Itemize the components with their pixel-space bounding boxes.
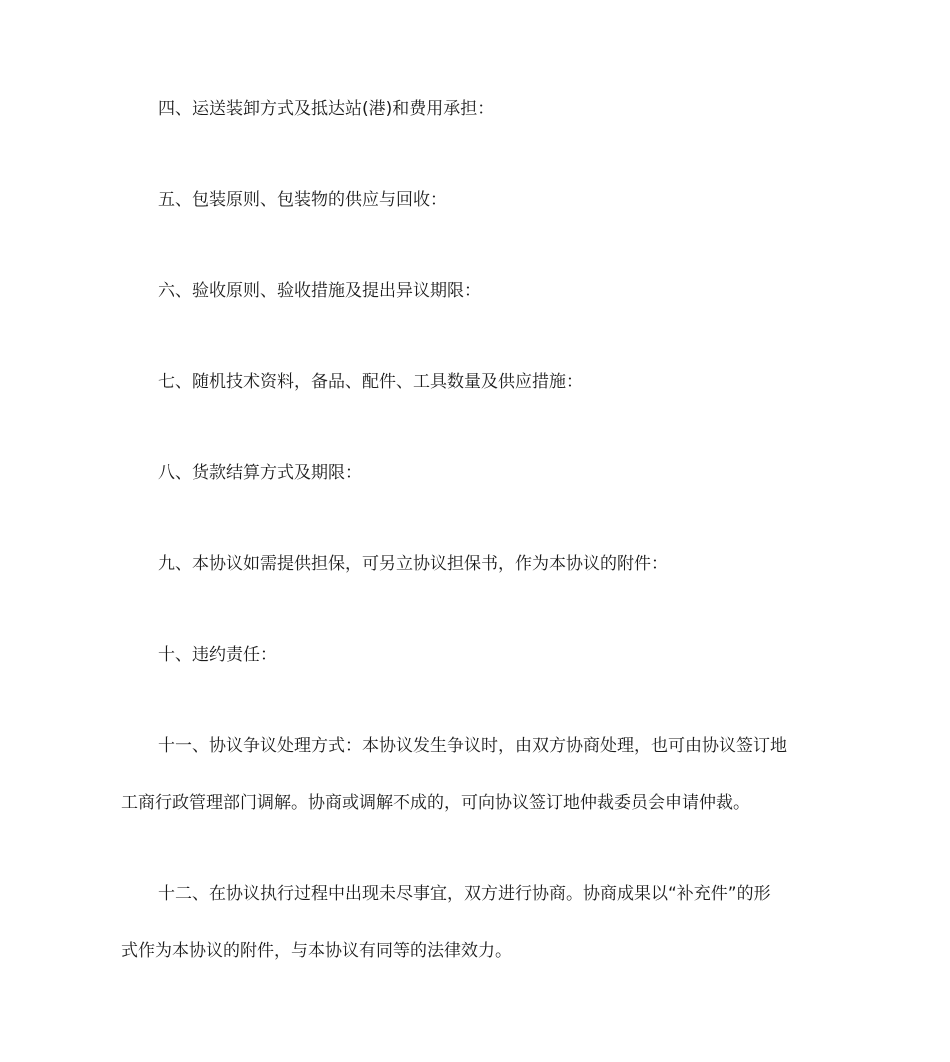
- clause-eight: 八、货款结算方式及期限：: [158, 463, 362, 483]
- clause-nine: 九、本协议如需提供担保，可另立协议担保书，作为本协议的附件：: [158, 554, 668, 574]
- clause-eleven-line-2: 工商行政管理部门调解。协商或调解不成的，可向协议签订地仲裁委员会申请仲裁。: [121, 793, 750, 813]
- clause-eleven-line-1: 十一、协议争议处理方式：本协议发生争议时，由双方协商处理，也可由协议签订地: [158, 736, 787, 756]
- clause-six: 六、验收原则、验收措施及提出异议期限：: [158, 281, 481, 301]
- clause-twelve-line-2: 式作为本协议的附件，与本协议有同等的法律效力。: [121, 941, 512, 961]
- clause-four: 四、运送装卸方式及抵达站(港)和费用承担：: [158, 99, 495, 119]
- clause-twelve-line-1: 十二、在协议执行过程中出现未尽事宜，双方进行协商。协商成果以“补充件”的形: [158, 884, 771, 904]
- clause-five: 五、包装原则、包装物的供应与回收：: [158, 190, 447, 210]
- clause-seven: 七、随机技术资料，备品、配件、工具数量及供应措施：: [158, 372, 583, 392]
- clause-ten: 十、违约责任：: [158, 645, 277, 665]
